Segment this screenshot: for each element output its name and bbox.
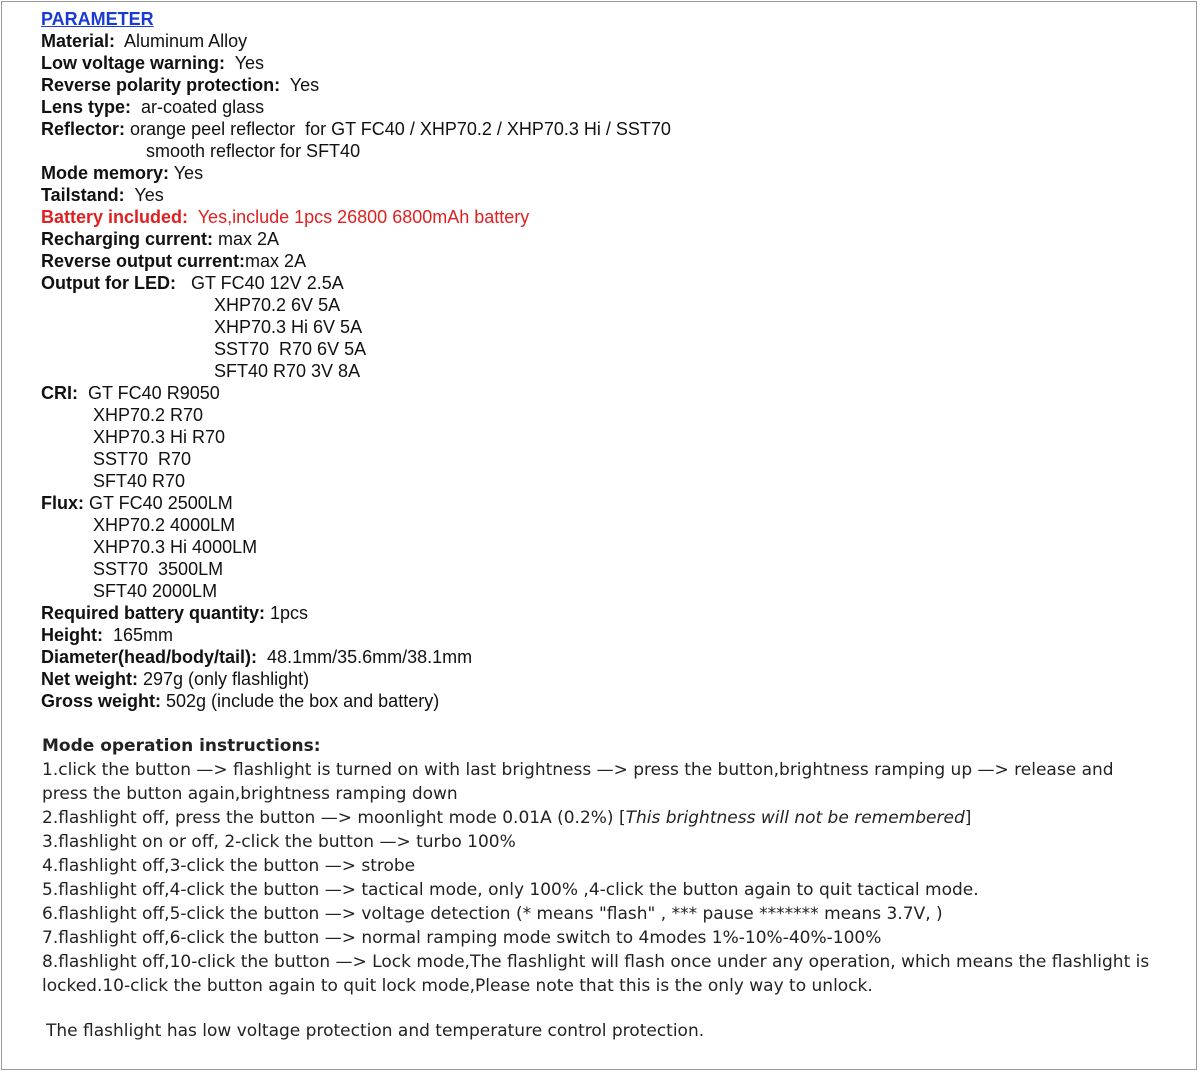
output-led-line: SFT40 R70 3V 8A [214,361,361,381]
flux-line: SFT40 2000LM [93,581,218,601]
cri-line: SST70 R70 [93,449,192,469]
param-flux: Flux: GT FC40 2500LM [41,493,233,513]
mode-item-1: 1.click the button —> flashlight is turned on with last brightness —> press the button,brightness ramping up —> release and press the button again,brightness ramping down [42,760,1114,804]
param-material: Material: Aluminum Alloy [41,31,248,51]
param-reflector: Reflector: orange peel reflector for GT FC40 / XHP70.2 / XHP70.3 Hi / SST70 [41,119,671,139]
cri-line: XHP70.2 R70 [93,405,204,425]
param-output-led: Output for LED: GT FC40 12V 2.5A [41,273,344,293]
mode-instructions [42,734,1162,998]
param-reverse-output: Reverse output current:max 2A [41,251,307,271]
parameter-title: PARAMETER [41,9,154,29]
param-reflector-line2: smooth reflector for SFT40 [146,141,361,161]
param-lens: Lens type: ar-coated glass [41,97,265,117]
param-cri: CRI: GT FC40 R9050 [41,383,220,403]
param-reverse-polarity: Reverse polarity protection: Yes [41,75,320,95]
param-tailstand: Tailstand: Yes [41,185,164,205]
mode-item-6: 6.flashlight off,5-click the button —> voltage detection (* means "flash" , *** pause ******* means 3.7V, ) [42,904,943,924]
mode-heading: Mode operation instructions: [42,736,321,756]
param-low-voltage: Low voltage warning: Yes [41,53,265,73]
footer-note: The flashlight has low voltage protection and temperature control protection. [46,1021,705,1041]
flux-line: XHP70.3 Hi 4000LM [93,537,258,557]
param-battery-included: Battery included: Yes,include 1pcs 26800 6800mAh battery [41,207,530,227]
document-page [1,1,1197,1070]
param-height: Height: 165mm [41,625,174,645]
mode-item-7: 7.flashlight off,6-click the button —> normal ramping mode switch to 4modes 1%-10%-40%-100% [42,928,882,948]
mode-item-4: 4.flashlight off,3-click the button —> strobe [42,856,416,876]
cri-line: XHP70.3 Hi R70 [93,427,226,447]
parameter-list [41,8,671,712]
mode-item-5: 5.flashlight off,4-click the button —> tactical mode, only 100% ,4-click the button again to quit tactical mode. [42,880,979,900]
output-led-line: XHP70.2 6V 5A [214,295,341,315]
flux-line: SST70 3500LM [93,559,224,579]
flux-line: XHP70.2 4000LM [93,515,236,535]
cri-line: SFT40 R70 [93,471,186,491]
output-led-line: SST70 R70 6V 5A [214,339,367,359]
param-recharging: Recharging current: max 2A [41,229,280,249]
param-mode-memory: Mode memory: Yes [41,163,204,183]
param-battery-qty: Required battery quantity: 1pcs [41,603,309,623]
output-led-line: XHP70.3 Hi 6V 5A [214,317,363,337]
param-diameter: Diameter(head/body/tail): 48.1mm/35.6mm/38.1mm [41,647,473,667]
mode-item-2: 2.flashlight off, press the button —> moonlight mode 0.01A (0.2%) [This brightness will not be remembered] [42,808,972,828]
mode-item-3: 3.flashlight on or off, 2-click the button —> turbo 100% [42,832,516,852]
param-net-weight: Net weight: 297g (only flashlight) [41,669,310,689]
param-gross-weight: Gross weight: 502g (include the box and battery) [41,691,440,711]
mode-item-8: 8.flashlight off,10-click the button —> Lock mode,The flashlight will flash once under any operation, which means the flashlight is locked.10-click the button again to quit lock mode,Please note that this is the only way to unlock. [42,952,1150,996]
